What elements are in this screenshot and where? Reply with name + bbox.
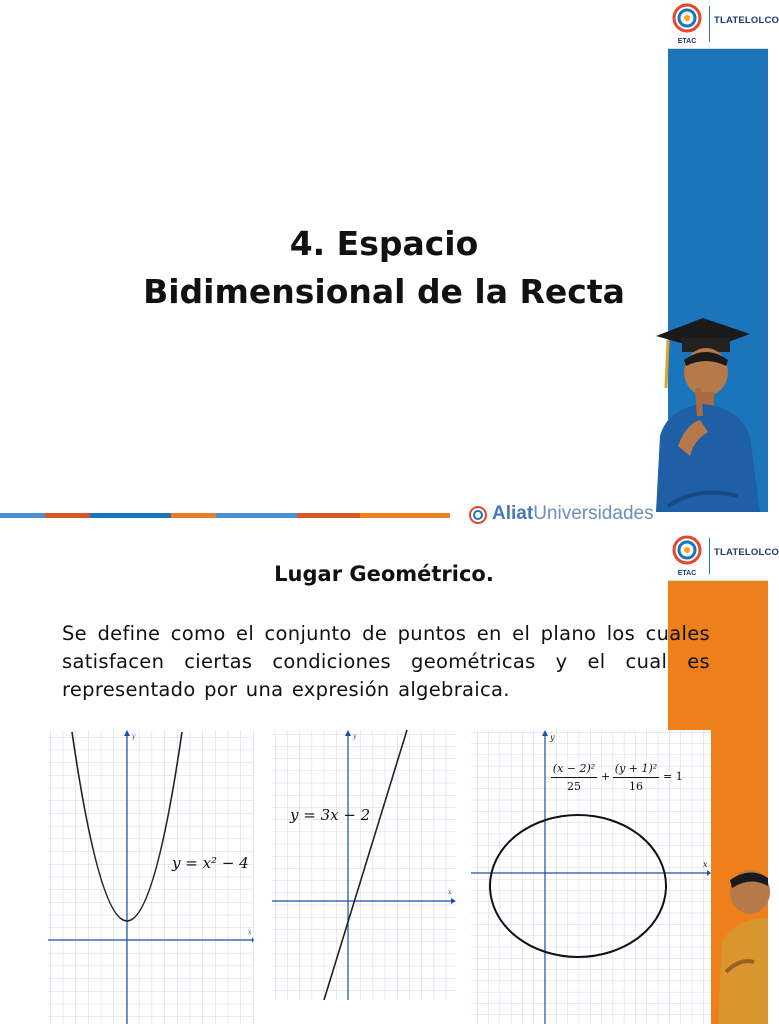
color-stripe — [0, 513, 450, 518]
graph-ellipse — [471, 730, 711, 1024]
x-axis-label: x — [248, 929, 252, 936]
aliat-logo-icon — [468, 505, 488, 525]
slide-title-text — [100, 220, 668, 316]
eq-equals: = 1 — [663, 770, 683, 783]
slide-lugar-geometrico — [0, 532, 779, 1024]
eq-numerator-2: (y + 1)² — [614, 762, 658, 775]
aliat-brand — [492, 503, 654, 525]
definition-paragraph: Se define como el conjunto de puntos en el plano los cuales satisfacen ciertas condiciones geométricas y el cual es representado por una expresión algebraica. — [62, 622, 710, 701]
title-line-1: 4. Espacio — [289, 224, 479, 263]
section-heading: Lugar Geométrico. — [274, 562, 494, 586]
eq-numerator-1: (x − 2)² — [552, 762, 596, 775]
eq-denominator-1: 25 — [567, 780, 581, 793]
seal-text: ETAC — [677, 38, 697, 45]
line-equation: y = 3x − 2 — [290, 806, 371, 824]
x-axis-label: x — [703, 860, 708, 869]
x-axis-label: x — [448, 889, 452, 896]
y-axis-label: y — [353, 733, 357, 740]
y-axis-label: y — [132, 733, 136, 740]
tlatelolco-logo — [668, 532, 779, 581]
logo-divider — [709, 6, 710, 42]
graph-line — [272, 730, 456, 1000]
etac-seal-icon — [670, 2, 704, 46]
eq-plus: + — [601, 770, 611, 783]
etac-seal-icon — [670, 534, 704, 578]
brand-bold: Aliat — [492, 503, 534, 524]
brand-light: Universidades — [533, 503, 654, 524]
logo-text: TLATELOLCO — [714, 547, 779, 558]
title-line-2: Bidimensional de la Recta — [143, 272, 625, 311]
seal-text: ETAC — [677, 570, 697, 577]
logo-divider — [709, 538, 710, 574]
tlatelolco-logo — [668, 0, 779, 49]
logo-text: TLATELOLCO — [714, 15, 779, 26]
student-illustration-partial — [710, 862, 768, 1024]
graph-parabola — [48, 730, 254, 1024]
graduate-student-illustration — [638, 316, 768, 512]
parabola-equation: y = x² − 4 — [172, 854, 249, 872]
eq-denominator-2: 16 — [629, 780, 643, 793]
y-axis-label: y — [550, 733, 555, 742]
